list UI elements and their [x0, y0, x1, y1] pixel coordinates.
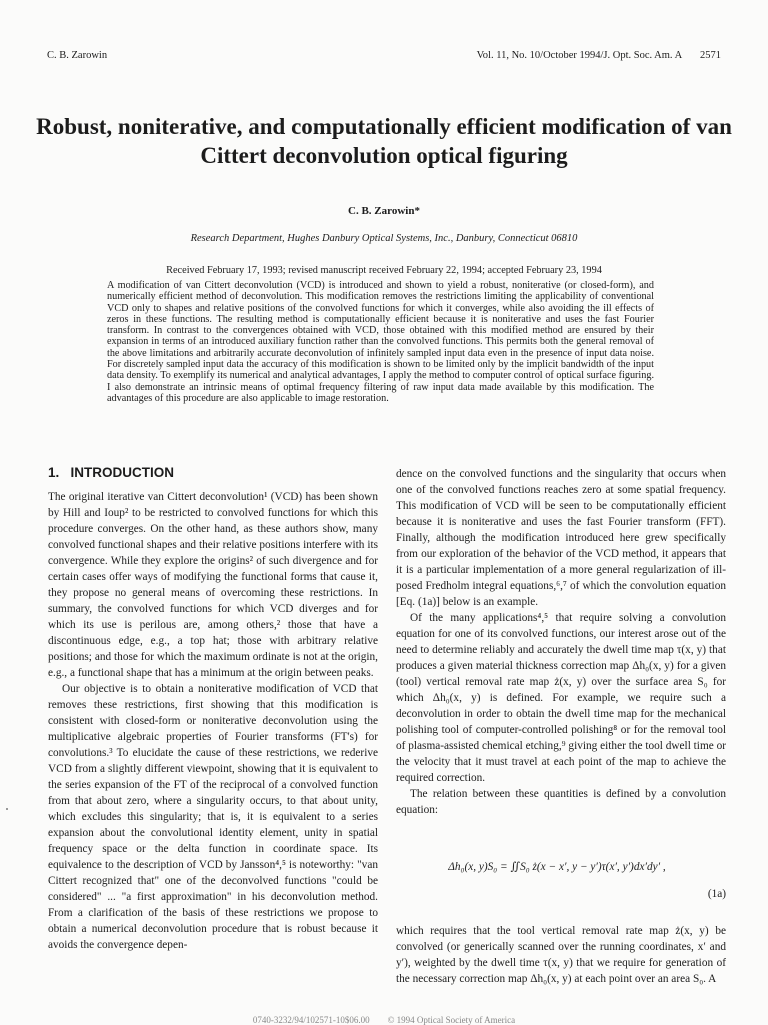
left-column: [48, 464, 378, 953]
paragraph: The relation between these quantities is defined by a convolution equation:: [396, 788, 726, 816]
running-head-author: C. B. Zarowin: [47, 50, 108, 61]
abstract: A modification of van Cittert deconvolution (VCD) is introduced and shown to yield a robust, noniterative (or closed-form), and numerically efficient method of deconvolution. This modification removes the restrictions limiting the applicability of conventional VCD only to shapes and relative positions of the convolved functions for which it converges, while also avoiding the ill effects of zeros in these functions. The resulting method is computationally efficient because it is noniterative and uses the fast Fourier transform. In contrast to the convergences obtained with VCD, those obtained with this modified method are ensured by their expansion in terms of an introduced auxiliary function rather than the convolved functions. This permits both the general removal of the above limitations and arbitrarily accurate deconvolution of infinitely sampled input data even in the presence of input data noise. For discretely sampled input data the accuracy of this modification is shown to be limited only by the implicit bandwidth of the input data density. To exemplify its numerical and analytical advantages, I apply the method to computer control of optical surface figuring. I also demonstrate an intrinsic means of optimal frequency filtering of raw input data made available by this modification. The advantages of this procedure are also applicable to image restoration.: [107, 280, 654, 404]
equation-1a: Δh₀(x, y)S₀ = ∬S₀ ż(x − x′, y − y′)τ(x′, y′)dx′dy′ ,: [448, 861, 666, 873]
paragraph: Of the many applications⁴,⁵ that require solving a convolution equation for one of its convolved functions, our interest arose out of the need to determine reliably and accurately the dwell time map τ(x, y) that produces a given material thickness correction map Δh₀(x, y) for a given (tool) vertical removal rate map ż(x, y) over the surface area S₀ for which Δh₀(x, y) is defined. For example, we require such a deconvolution in order to obtain the dwell time map for the mechanical polishing tool of computer-controlled polishing⁸ or for the removal tool of plasma-assisted chemical etching,⁹ giving either the tool dwell time or the velocity that it must travel at each point of the map to achieve the required correction.: [396, 612, 726, 784]
margin-mark: [6, 808, 8, 810]
paragraph: The original iterative van Cittert deconvolution¹ (VCD) has been shown by Hill and Ioup² to be restricted to convolved functions for which this procedure converges. On the other hand, as these authors show, many convolved functional shapes and their relative positions interfere with its convergence. While they explore the origins² of such divergence and for certain cases offer ways of modifying the functional forms that cause it, they propose no general means of overcoming these restrictions. In summary, the convolved functions for which VCD diverges and for which its use is perilous are, among others,² those that have a discontinuous edge, e.g., a top hat; those with arbitrary relative positions; and those for which the maximum ordinate is not at the origin, e.g., a functional shape that has a minimum at the origin between peaks.: [48, 491, 378, 679]
right-column-continued: [396, 923, 726, 987]
section-heading: 1. INTRODUCTION: [48, 465, 175, 480]
right-column: [396, 466, 726, 818]
received-dates: Received February 17, 1993; revised manuscript received February 22, 1994; accepted February 23, 1994: [166, 265, 602, 276]
running-head-journal: Vol. 11, No. 10/October 1994/J. Opt. Soc. Am. A 2571: [476, 50, 721, 61]
equation-number: (1a): [707, 888, 726, 900]
paragraph: which requires that the tool vertical removal rate map ż(x, y) be convolved (or generically scanned over the running coordinates, x′ and y′), weighted by the dwell time τ(x, y) that we require for generation of the necessary correction map Δh₀(x, y) at each point over an area S₀. A: [396, 925, 726, 985]
paper-title: Robust, noniterative, and computationally efficient modification of van Cittert deconvolution optical figuring: [36, 114, 732, 168]
author: C. B. Zarowin*: [348, 205, 420, 217]
footer-copyright: 0740-3232/94/102571-10$06.00 © 1994 Optical Society of America: [252, 1015, 516, 1025]
paragraph: Our objective is to obtain a noniterative modification of VCD that removes these restrictions, first showing that this modification is consistent with closed-form or noniterative deconvolution using the multiplicative algebraic properties of Fourier transforms (FT's) for convolutions.³ To elucidate the cause of these restrictions, we rederive VCD from a slightly different viewpoint, showing that it is equivalent to the series expansion of the FT of the reciprocal of a convolved function from that about zero, where a singularity occurs, to that about unity, which excludes this singularity; that is, it is equivalent to a series expansion about the convolutional identity element, unity in spatial frequency space or the delta function in coordinate space. Its equivalence to the description of VCD by Jansson⁴,⁵ is noteworthy: "van Cittert recognized that" one of the deconvolved functions "could be considered" ... "a first approximation" in his deconvolution method. From a clarification of the basis of these restrictions we propose to obtain a numerical deconvolution procedure that is robust because it avoids the convergence depen-: [48, 683, 378, 951]
paragraph: dence on the convolved functions and the singularity that occurs when one of the convolved functions reaches zero at some spatial frequency. This modification of VCD will be seen to be computationally efficient because it is noniterative and uses the fast Fourier transform (FFT). Finally, although the modification introduced here grew specifically from our exploration of the behavior of the VCD method, it appears that it is a particular implementation of a more general regularization of ill-posed Fredholm integral equations,⁶,⁷ of which the convolution equation [Eq. (1a)] below is an example.: [396, 468, 726, 608]
affiliation: Research Department, Hughes Danbury Optical Systems, Inc., Danbury, Connecticut 06810: [190, 233, 578, 244]
